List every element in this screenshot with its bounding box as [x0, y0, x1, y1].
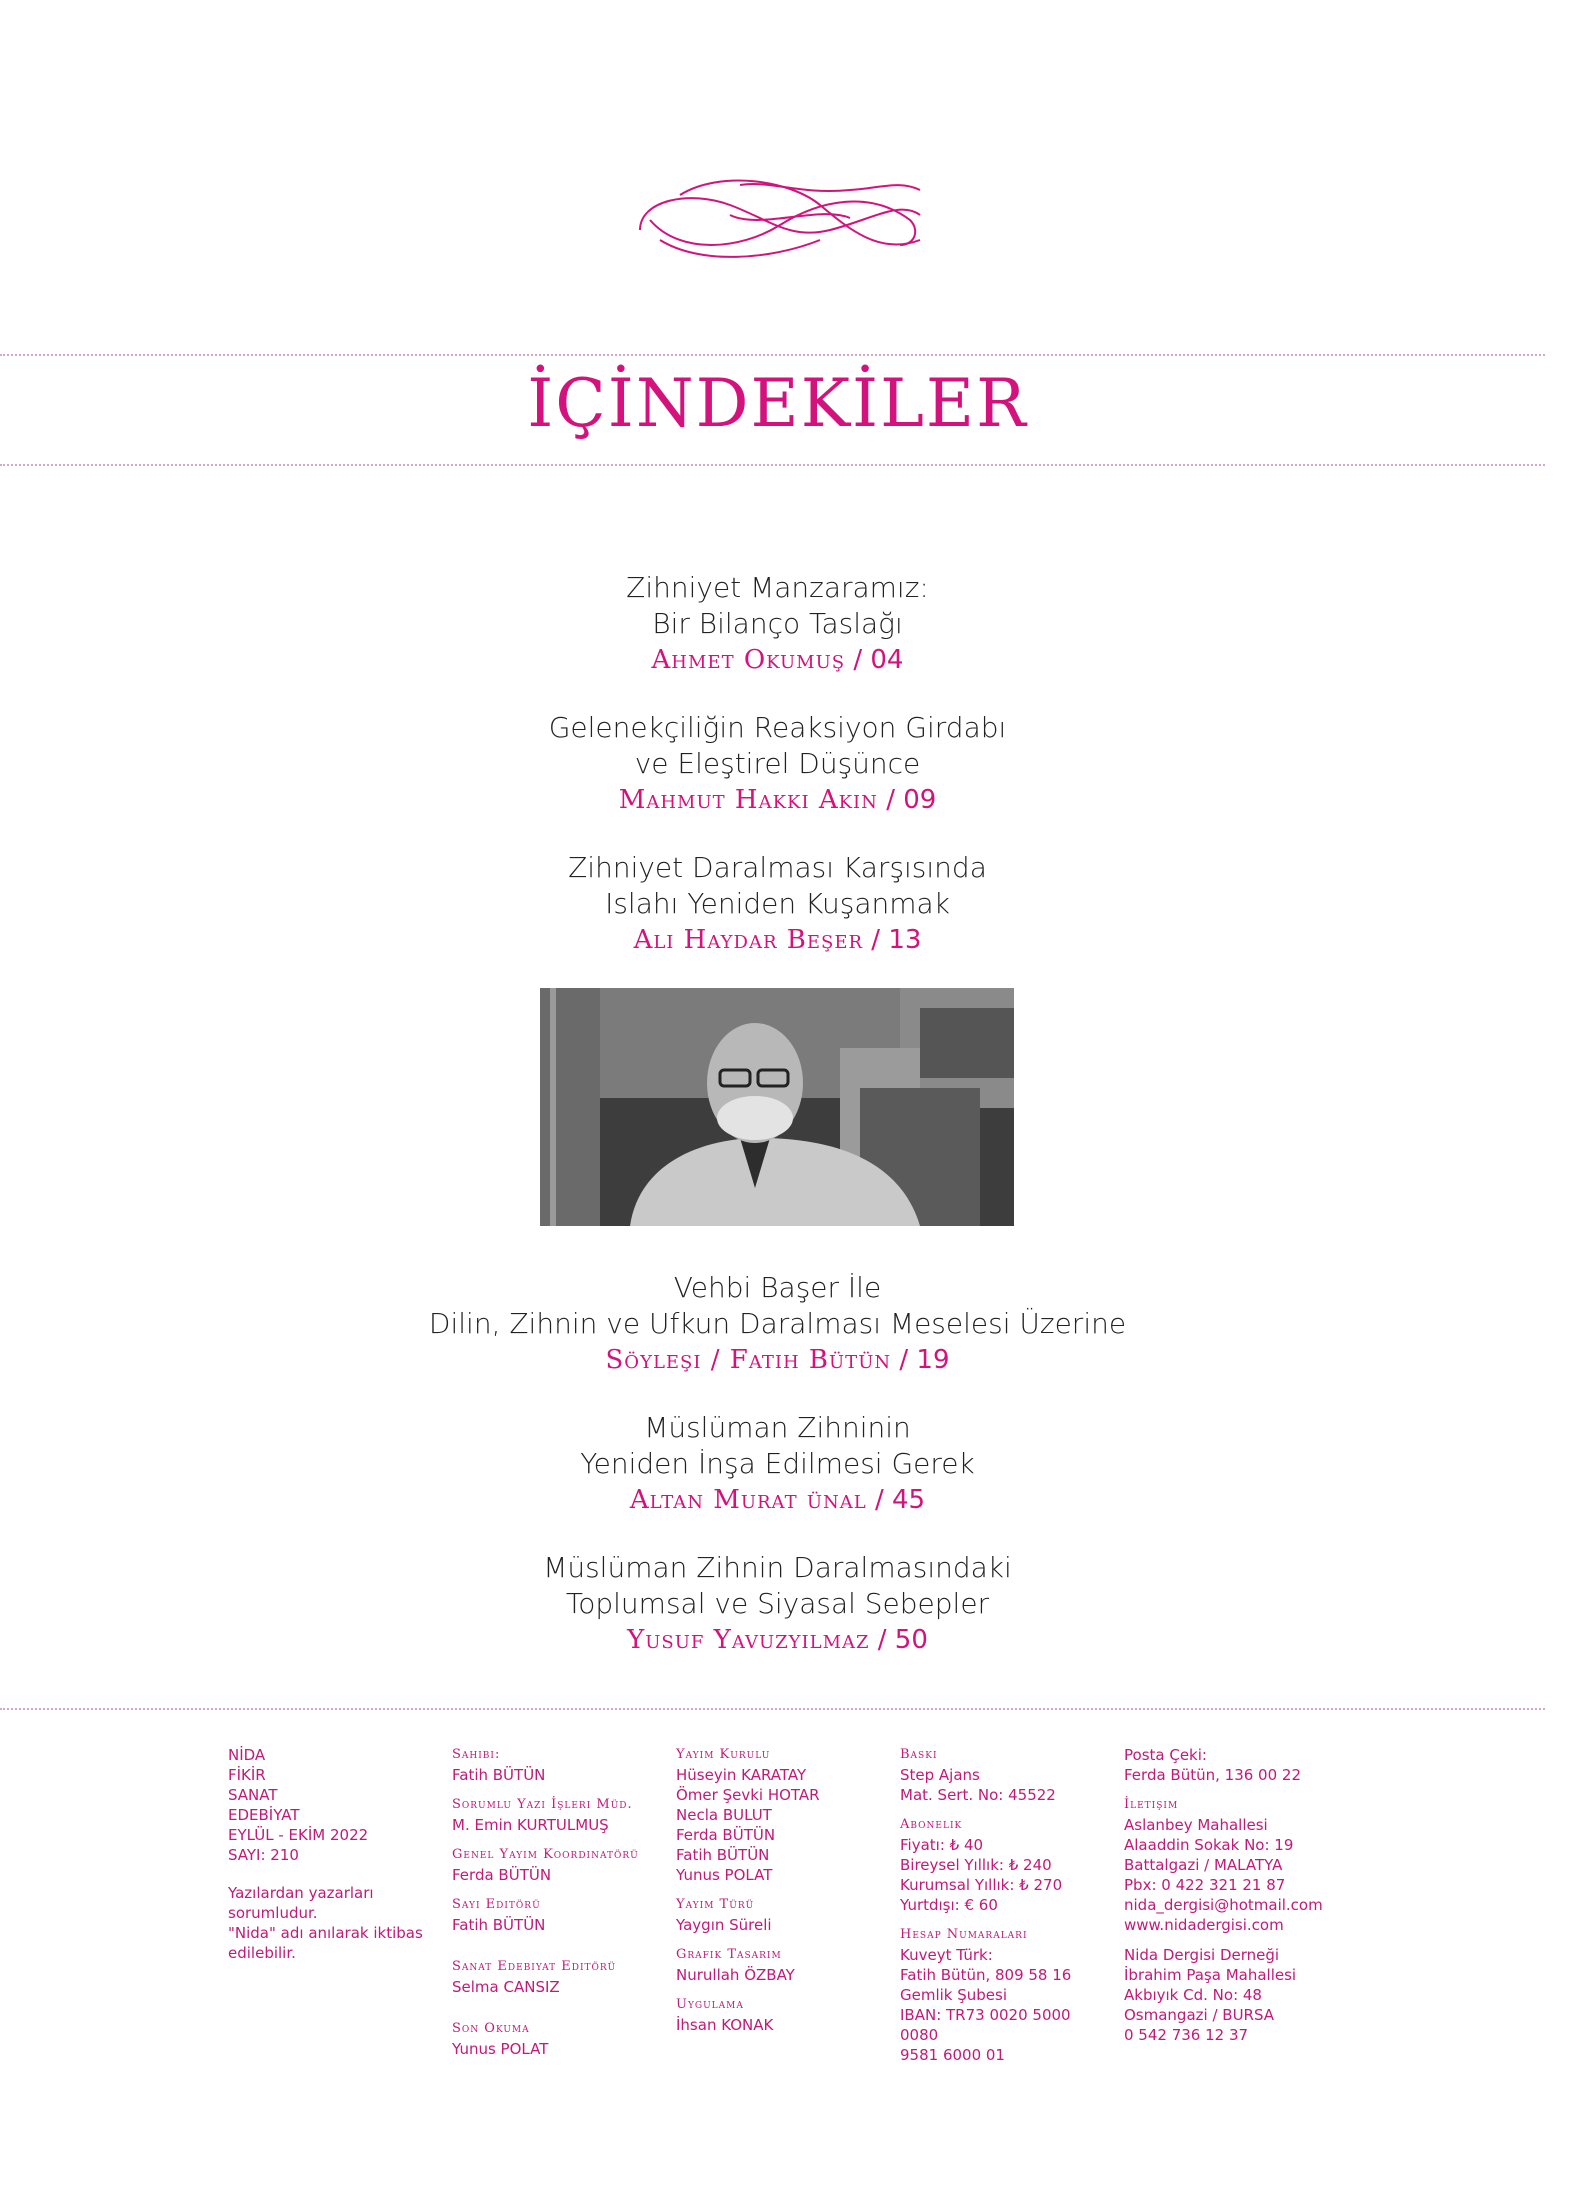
credit-value: Yurtdışı: € 60: [900, 1896, 998, 1914]
credit-value: Osmangazi / BURSA: [1124, 2006, 1275, 2024]
footer-col-contact: [1124, 1745, 1354, 2045]
credit-value: Kurumsal Yıllık: ₺ 270: [900, 1876, 1063, 1894]
credit-value: Fiyatı: ₺ 40: [900, 1836, 984, 1854]
credit-value: IBAN: TR73 0020 5000 0080: [900, 2006, 1071, 2044]
credit-value: Gemlik Şubesi: [900, 1986, 1008, 2004]
masthead-line: EYLÜL - EKİM 2022: [228, 1826, 369, 1844]
credit-heading: Sorumlu Yazı İşleri Müd.: [452, 1797, 633, 1812]
footer-divider: [0, 1708, 1545, 1710]
toc-title-line: Toplumsal ve Siyasal Sebepler: [565, 1587, 990, 1620]
masthead-line: SAYI: 210: [228, 1846, 299, 1864]
credit-value: Mat. Sert. No: 45522: [900, 1786, 1056, 1804]
credit-value: İhsan KONAK: [676, 2016, 774, 2034]
credit-heading: Sayı Editörü: [452, 1897, 541, 1912]
toc-entry[interactable]: [0, 1270, 1555, 1378]
disclaimer-line: sorumludur.: [228, 1904, 318, 1922]
credit-value: İbrahim Paşa Mahallesi: [1124, 1966, 1297, 1984]
credit-value: Nurullah ÖZBAY: [676, 1966, 795, 1984]
credit-value: Nida Dergisi Derneği: [1124, 1946, 1280, 1964]
credit-value: Yunus POLAT: [676, 1866, 773, 1884]
credit-heading: Uygulama: [676, 1997, 744, 2012]
credit-heading: Sanat Edebiyat Editörü: [452, 1959, 617, 1974]
credit-value: Fatih BÜTÜN: [452, 1916, 546, 1934]
toc-title-line: Dilin, Zihnin ve Ufkun Daralması Meselesi Üzerine: [428, 1307, 1127, 1340]
footer-col-editorial: [452, 1745, 662, 2059]
credit-value: Battalgazi / MALATYA: [1124, 1856, 1283, 1874]
toc-author: Mahmut Hakkı Akın: [618, 785, 878, 815]
credit-heading: Genel Yayım Koordinatörü: [452, 1847, 639, 1862]
credit-heading: Yayım Türü: [676, 1897, 755, 1912]
footer-col-print: [900, 1745, 1110, 2065]
credit-value: Hüseyin KARATAY: [676, 1766, 807, 1784]
toc-entry[interactable]: [0, 710, 1555, 818]
credit-heading: Baskı: [900, 1747, 938, 1762]
toc-title-line: Vehbi Başer İle: [673, 1271, 882, 1304]
footer-col-masthead: [228, 1745, 428, 1963]
toc-entry[interactable]: [0, 1410, 1555, 1518]
website-link[interactable]: www.nidadergisi.com: [1124, 1916, 1284, 1934]
toc-page: / 50: [877, 1625, 928, 1655]
top-divider: [0, 354, 1545, 356]
interview-photo: [540, 988, 1014, 1226]
credit-value: M. Emin KURTULMUŞ: [452, 1816, 609, 1834]
credit-value: Pbx: 0 422 321 21 87: [1124, 1876, 1286, 1894]
credit-value: Akbıyık Cd. No: 48: [1124, 1986, 1262, 2004]
credit-heading: Hesap Numaraları: [900, 1927, 1028, 1942]
toc-page: / 04: [853, 645, 904, 675]
toc-title-line: Zihniyet Daralması Karşısında: [568, 851, 987, 884]
credit-heading: Abonelik: [900, 1817, 963, 1832]
masthead-line: EDEBİYAT: [228, 1806, 300, 1824]
credit-heading: Sahibi:: [452, 1747, 501, 1762]
masthead-line: FİKİR: [228, 1766, 266, 1784]
credit-heading: Grafik Tasarım: [676, 1947, 782, 1962]
credit-value: Ferda BÜTÜN: [452, 1866, 552, 1884]
toc-entry[interactable]: [0, 850, 1555, 958]
toc-author-line: [0, 922, 1555, 958]
credit-value: Kuveyt Türk:: [900, 1946, 993, 1964]
credit-value: Selma CANSIZ: [452, 1978, 560, 1996]
credit-value: Aslanbey Mahallesi: [1124, 1816, 1268, 1834]
toc-author-line: [0, 1342, 1555, 1378]
toc-title-line: Zihniyet Manzaramız:: [626, 571, 929, 604]
credit-value: Fatih BÜTÜN: [452, 1766, 546, 1784]
credit-value: Ferda Bütün, 136 00 22: [1124, 1766, 1301, 1784]
credit-value: Fatih BÜTÜN: [676, 1846, 770, 1864]
disclaimer-line: "Nida" adı anılarak iktibas: [228, 1924, 423, 1942]
toc-author-line: [0, 1622, 1555, 1658]
email-link[interactable]: nida_dergisi@hotmail.com: [1124, 1896, 1323, 1914]
masthead-line: NİDA: [228, 1746, 266, 1764]
toc-author: Söyleşi / Fatih Bütün: [605, 1345, 892, 1375]
credit-heading: Son Okuma: [452, 2021, 530, 2036]
masthead-line: SANAT: [228, 1786, 278, 1804]
credit-value: Necla BULUT: [676, 1806, 772, 1824]
toc-title-line: Islahı Yeniden Kuşanmak: [605, 887, 950, 920]
toc-author: Altan Murat ünal: [629, 1485, 867, 1515]
toc-page: / 19: [899, 1345, 950, 1375]
toc-author-line: [0, 642, 1555, 678]
disclaimer-line: Yazılardan yazarları: [228, 1884, 374, 1902]
title-divider: [0, 464, 1545, 466]
toc-entry[interactable]: [0, 570, 1555, 678]
toc-author: Ahmet Okumuş: [651, 645, 846, 675]
credit-value: Ferda BÜTÜN: [676, 1826, 776, 1844]
credit-heading: Yayım Kurulu: [676, 1747, 771, 1762]
credit-value: Yaygın Süreli: [676, 1916, 772, 1934]
toc-author: Yusuf Yavuzyılmaz: [627, 1625, 870, 1655]
footer-col-board: [676, 1745, 886, 2035]
toc-title-line: Gelenekçiliğin Reaksiyon Girdabı: [548, 711, 1007, 744]
toc-author: Ali Haydar Beşer: [633, 925, 864, 955]
toc-page: / 45: [874, 1485, 926, 1515]
disclaimer-line: edilebilir.: [228, 1944, 296, 1962]
credit-value: Fatih Bütün, 809 58 16: [900, 1966, 1072, 1984]
toc-title-line: Müslüman Zihnin Daralmasındaki: [543, 1551, 1012, 1584]
credit-heading: İletişim: [1124, 1797, 1179, 1812]
toc-title-line: Müslüman Zihninin: [644, 1411, 911, 1444]
toc-title-line: Yeniden İnşa Edilmesi Gerek: [580, 1447, 975, 1480]
credit-value: Yunus POLAT: [452, 2040, 549, 2058]
toc-author-line: [0, 782, 1555, 818]
toc-page: / 09: [886, 785, 937, 815]
toc-title-line: Bir Bilanço Taslağı: [652, 607, 903, 640]
credit-value: 9581 6000 01: [900, 2046, 1005, 2064]
toc-title-line: ve Eleştirel Düşünce: [634, 747, 921, 780]
credit-value: 0 542 736 12 37: [1124, 2026, 1249, 2044]
decorative-flourish-icon: [620, 160, 940, 280]
page-title: İÇİNDEKİLER: [527, 365, 1028, 442]
credit-value: Step Ajans: [900, 1766, 980, 1784]
credit-value: Posta Çeki:: [1124, 1746, 1207, 1764]
toc-author-line: [0, 1482, 1555, 1518]
toc-entry[interactable]: [0, 1550, 1555, 1658]
credit-value: Alaaddin Sokak No: 19: [1124, 1836, 1294, 1854]
portrait-photo: [540, 988, 1014, 1226]
credit-value: Bireysel Yıllık: ₺ 240: [900, 1856, 1052, 1874]
credit-value: Ömer Şevki HOTAR: [676, 1786, 820, 1804]
toc-page: / 13: [871, 925, 922, 955]
